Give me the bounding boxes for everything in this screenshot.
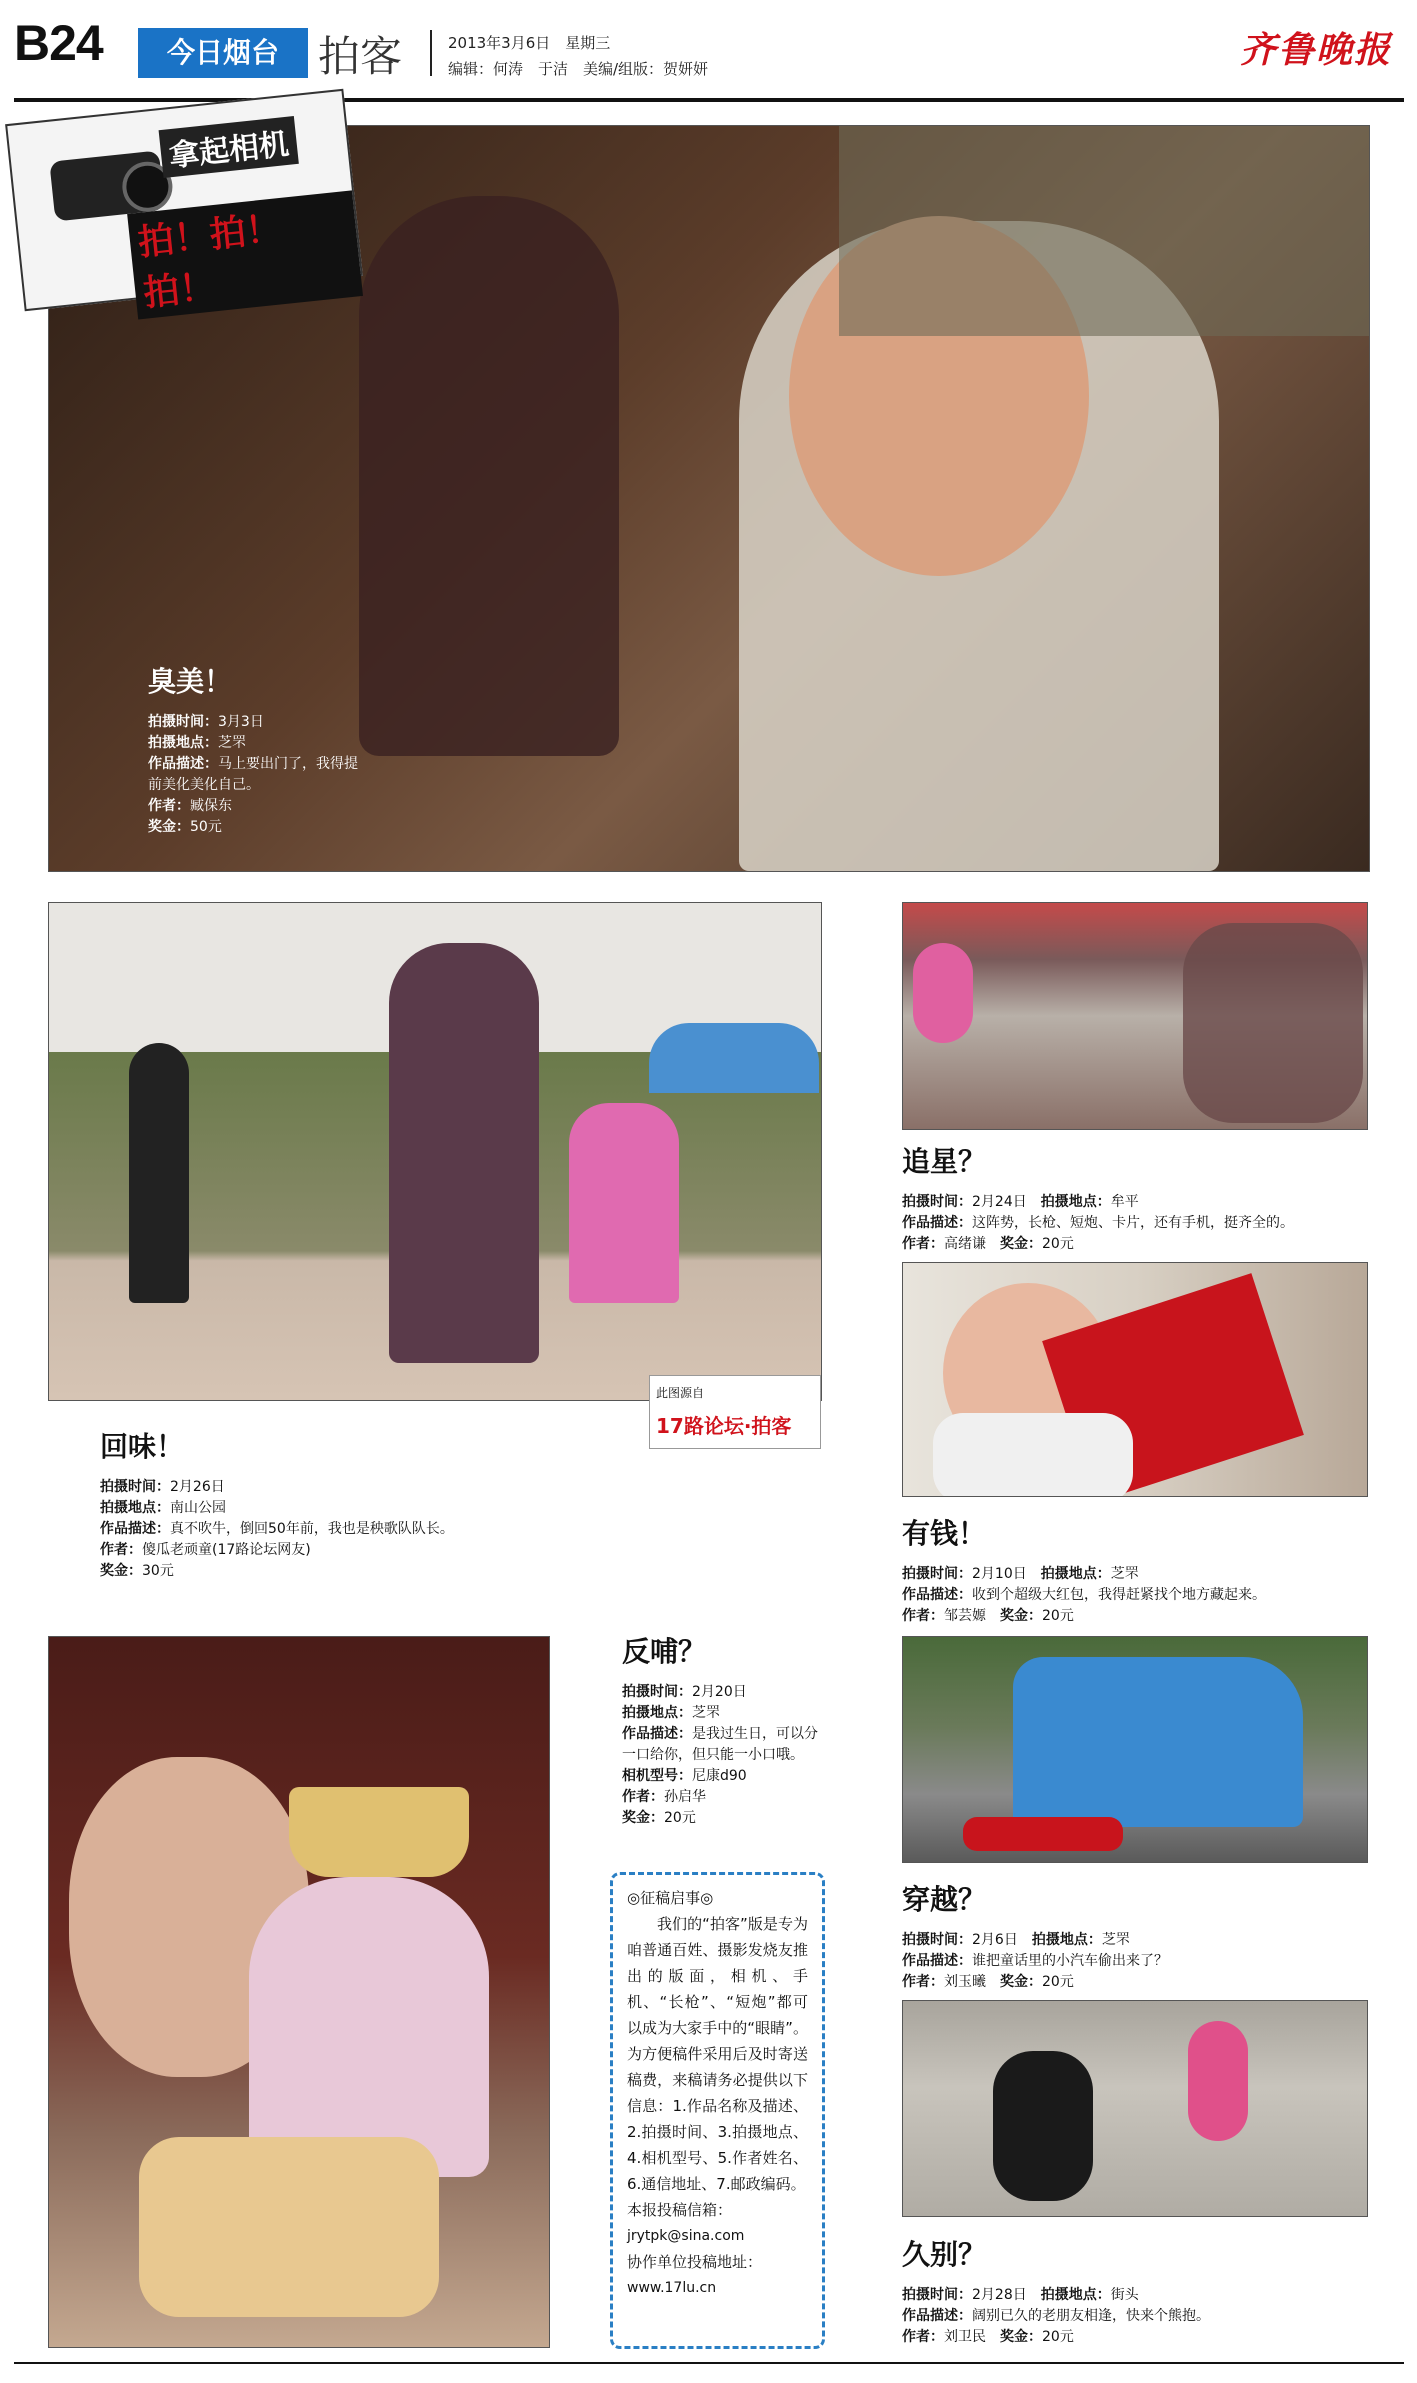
masthead-logo: 齐鲁晚报 bbox=[1240, 29, 1393, 71]
notice-email-label: 本报投稿信箱： bbox=[627, 2201, 733, 2219]
caption-chuanyue: 穿越？ 拍摄时间：2月6日 拍摄地点：芝罘 作品描述：谁把童话里的小汽车偷出来了？ 作者：刘玉曦 奖金：20元 bbox=[902, 1878, 1168, 1993]
notice-body: 我们的“拍客”版是专为咱普通百姓、摄影发烧友推出的版面，相机、手机、“长枪”、“短炮”都可以成为大家手中的“眼睛”。为方便稿件采用后及时寄送稿费，来稿请务必提供以下信息：1.作品名称及描述、2.拍摄时间、3.拍摄地点、4.相机型号、5.作者姓名、6.通信地址、7.邮政编码。 bbox=[627, 1915, 808, 2193]
chuanyue-photo bbox=[902, 1636, 1368, 1863]
birthday-photo bbox=[48, 1636, 550, 2348]
caption-title: 反哺？ bbox=[622, 1635, 707, 1668]
source-tag-prefix: 此图源自 bbox=[656, 1386, 705, 1400]
caption-title: 穿越？ bbox=[902, 1883, 987, 1916]
youqian-photo bbox=[902, 1262, 1368, 1497]
caption-title: 久别？ bbox=[902, 2238, 987, 2271]
caption-huiwei: 回味！ 拍摄时间：2月26日 拍摄地点：南山公园 作品描述：真不吹牛，倒回50年前，我也是秧歌队队长。 作者：傻瓜老顽童(17路论坛网友) 奖金：30元 bbox=[100, 1425, 454, 1582]
source-tag-name: 17路论坛·拍客 bbox=[656, 1414, 792, 1438]
caption-fanbu: 反哺？ 拍摄时间：2月20日 拍摄地点：芝罘 作品描述：是我过生日，可以分一口给你，但只能一小口哦。 相机型号：尼康d90 作者：孙启华 奖金：20元 bbox=[622, 1630, 827, 1829]
footer-rule bbox=[14, 2362, 1404, 2364]
page-number: B24 bbox=[14, 15, 103, 71]
camera-banner bbox=[5, 89, 363, 315]
notice-coop-label: 协作单位投稿地址： bbox=[627, 2253, 763, 2271]
submission-notice bbox=[610, 1872, 825, 2349]
caption-jiubie: 久别？ 拍摄时间：2月28日 拍摄地点：街头 作品描述：阔别已久的老朋友相逢，快来个熊抱。 作者：刘卫民 奖金：20元 bbox=[902, 2233, 1210, 2348]
source-tag bbox=[649, 1375, 821, 1449]
caption-title: 追星？ bbox=[902, 1145, 987, 1178]
yangge-photo bbox=[48, 902, 822, 1401]
caption-zhuixing: 追星？ 拍摄时间：2月24日 拍摄地点：牟平 作品描述：这阵势，长枪、短炮、卡片，还有手机，挺齐全的。 作者：高绪谦 奖金：20元 bbox=[902, 1140, 1294, 1255]
caption-chouemei: 臭美！ 拍摄时间：3月3日 拍摄地点：芝罘 作品描述：马上要出门了，我得提前美化美化自己。 作者：臧保东 奖金：50元 bbox=[148, 660, 368, 838]
banner-line1: 拿起相机 bbox=[159, 116, 299, 178]
caption-title: 臭美！ bbox=[148, 665, 233, 698]
banner-line2: 拍！拍！拍！ bbox=[127, 190, 363, 319]
jiubie-photo bbox=[902, 2000, 1368, 2217]
notice-title: ◎征稿启事◎ bbox=[627, 1889, 714, 1907]
column-title: 拍客 bbox=[318, 32, 403, 81]
caption-title: 有钱！ bbox=[902, 1517, 987, 1550]
caption-title: 回味！ bbox=[100, 1430, 185, 1463]
notice-coop-url[interactable]: www.17lu.cn bbox=[627, 2280, 717, 2296]
issue-date: 2013年3月6日 星期三 bbox=[448, 34, 611, 52]
zhuixing-photo bbox=[902, 902, 1368, 1130]
header-divider bbox=[430, 30, 432, 76]
notice-email[interactable]: jrytpk@sina.com bbox=[627, 2228, 745, 2244]
section-badge: 今日烟台 bbox=[138, 28, 308, 78]
editors-credit: 编辑：何涛 于洁 美编/组版：贺妍妍 bbox=[448, 60, 709, 78]
caption-youqian: 有钱！ 拍摄时间：2月10日 拍摄地点：芝罘 作品描述：收到个超级大红包，我得赶紧找个地方藏起来。 作者：邹芸嫄 奖金：20元 bbox=[902, 1512, 1266, 1627]
